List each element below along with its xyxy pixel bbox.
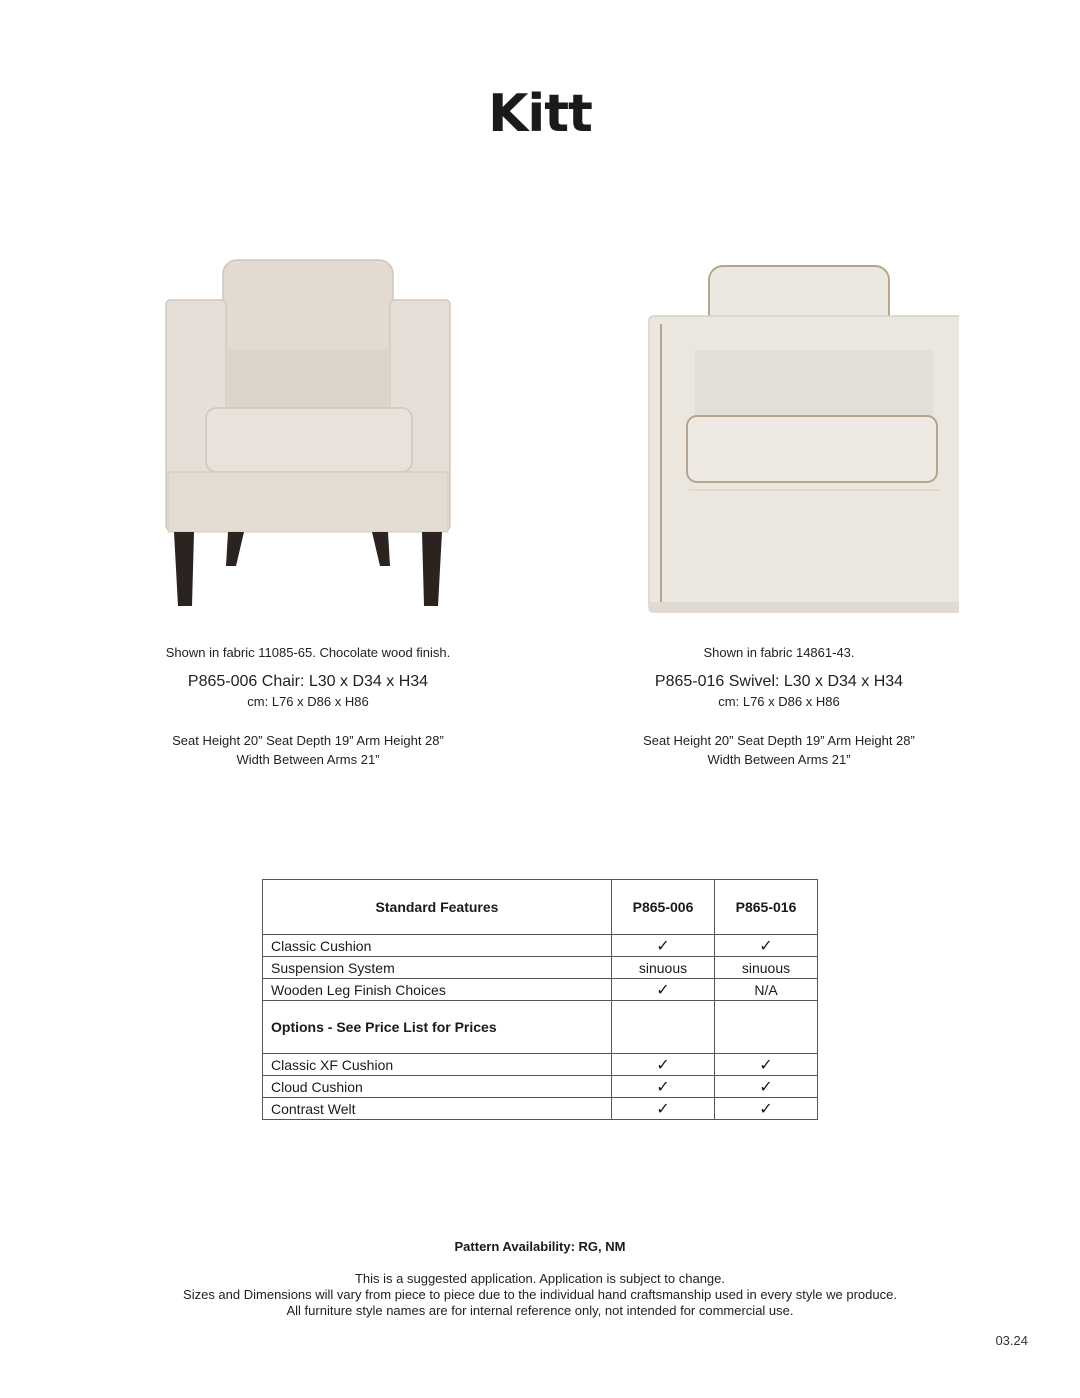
- disclaimer-line: All furniture style names are for internal reference only, not intended for commercial use.: [286, 1303, 794, 1318]
- feature-value: sinuous: [612, 957, 715, 979]
- check-icon: ✓: [715, 1054, 818, 1076]
- product-chair: [98, 240, 518, 769]
- table-row: [263, 1054, 818, 1076]
- check-icon: ✓: [715, 1098, 818, 1120]
- table-header-row: [263, 880, 818, 935]
- feature-label: Classic XF Cushion: [263, 1054, 612, 1076]
- feature-label: Contrast Welt: [263, 1098, 612, 1120]
- dims-line: Width Between Arms 21”: [707, 752, 851, 767]
- table-row: [263, 957, 818, 979]
- product-model-dimensions: P865-006 Chair: L30 x D34 x H34: [187, 673, 429, 690]
- check-icon: ✓: [612, 935, 715, 957]
- chair-image: [128, 240, 488, 620]
- header-standard-features: Standard Features: [263, 880, 612, 935]
- check-icon: ✓: [715, 935, 818, 957]
- disclaimer-line: This is a suggested application. Application is subject to change.: [354, 1271, 725, 1286]
- feature-label: Cloud Cushion: [263, 1076, 612, 1098]
- empty-cell: [612, 1001, 715, 1054]
- feature-label: Wooden Leg Finish Choices: [263, 979, 612, 1001]
- product-detail-dimensions: [569, 731, 989, 769]
- product-metric-dimensions: cm: L76 x D86 x H86: [247, 694, 369, 709]
- header-col-p865-006: P865-006: [612, 880, 715, 935]
- disclaimer: [0, 1271, 1080, 1319]
- page-title: Kitt: [488, 84, 592, 144]
- options-row: [263, 1001, 818, 1054]
- revision-date: 03.24: [995, 1333, 1028, 1348]
- product-detail-dimensions: [98, 731, 518, 769]
- features-table: [262, 879, 818, 1120]
- feature-value: N/A: [715, 979, 818, 1001]
- product-metric-dimensions: cm: L76 x D86 x H86: [718, 694, 840, 709]
- dims-line: Seat Height 20” Seat Depth 19” Arm Height 28”: [643, 733, 915, 748]
- pattern-availability: Pattern Availability: RG, NM: [454, 1239, 626, 1254]
- dims-line: Seat Height 20” Seat Depth 19” Arm Height 28”: [172, 733, 444, 748]
- feature-value: sinuous: [715, 957, 818, 979]
- swivel-chair-image: [599, 240, 959, 620]
- options-label: Options - See Price List for Prices: [263, 1001, 612, 1054]
- product-model-dimensions: P865-016 Swivel: L30 x D34 x H34: [654, 673, 904, 690]
- check-icon: ✓: [612, 1076, 715, 1098]
- product-swivel: [569, 240, 989, 769]
- table-row: [263, 1076, 818, 1098]
- check-icon: ✓: [715, 1076, 818, 1098]
- product-caption: Shown in fabric 14861-43.: [703, 645, 855, 660]
- check-icon: ✓: [612, 979, 715, 1001]
- table-row: [263, 935, 818, 957]
- feature-label: Suspension System: [263, 957, 612, 979]
- dims-line: Width Between Arms 21”: [236, 752, 380, 767]
- feature-label: Classic Cushion: [263, 935, 612, 957]
- table-row: [263, 979, 818, 1001]
- table-row: [263, 1098, 818, 1120]
- check-icon: ✓: [612, 1098, 715, 1120]
- empty-cell: [715, 1001, 818, 1054]
- check-icon: ✓: [612, 1054, 715, 1076]
- disclaimer-line: Sizes and Dimensions will vary from piece to piece due to the individual hand craftsmanship used in every style we produce.: [183, 1287, 897, 1302]
- header-col-p865-016: P865-016: [715, 880, 818, 935]
- product-caption: Shown in fabric 11085-65. Chocolate wood finish.: [165, 645, 451, 660]
